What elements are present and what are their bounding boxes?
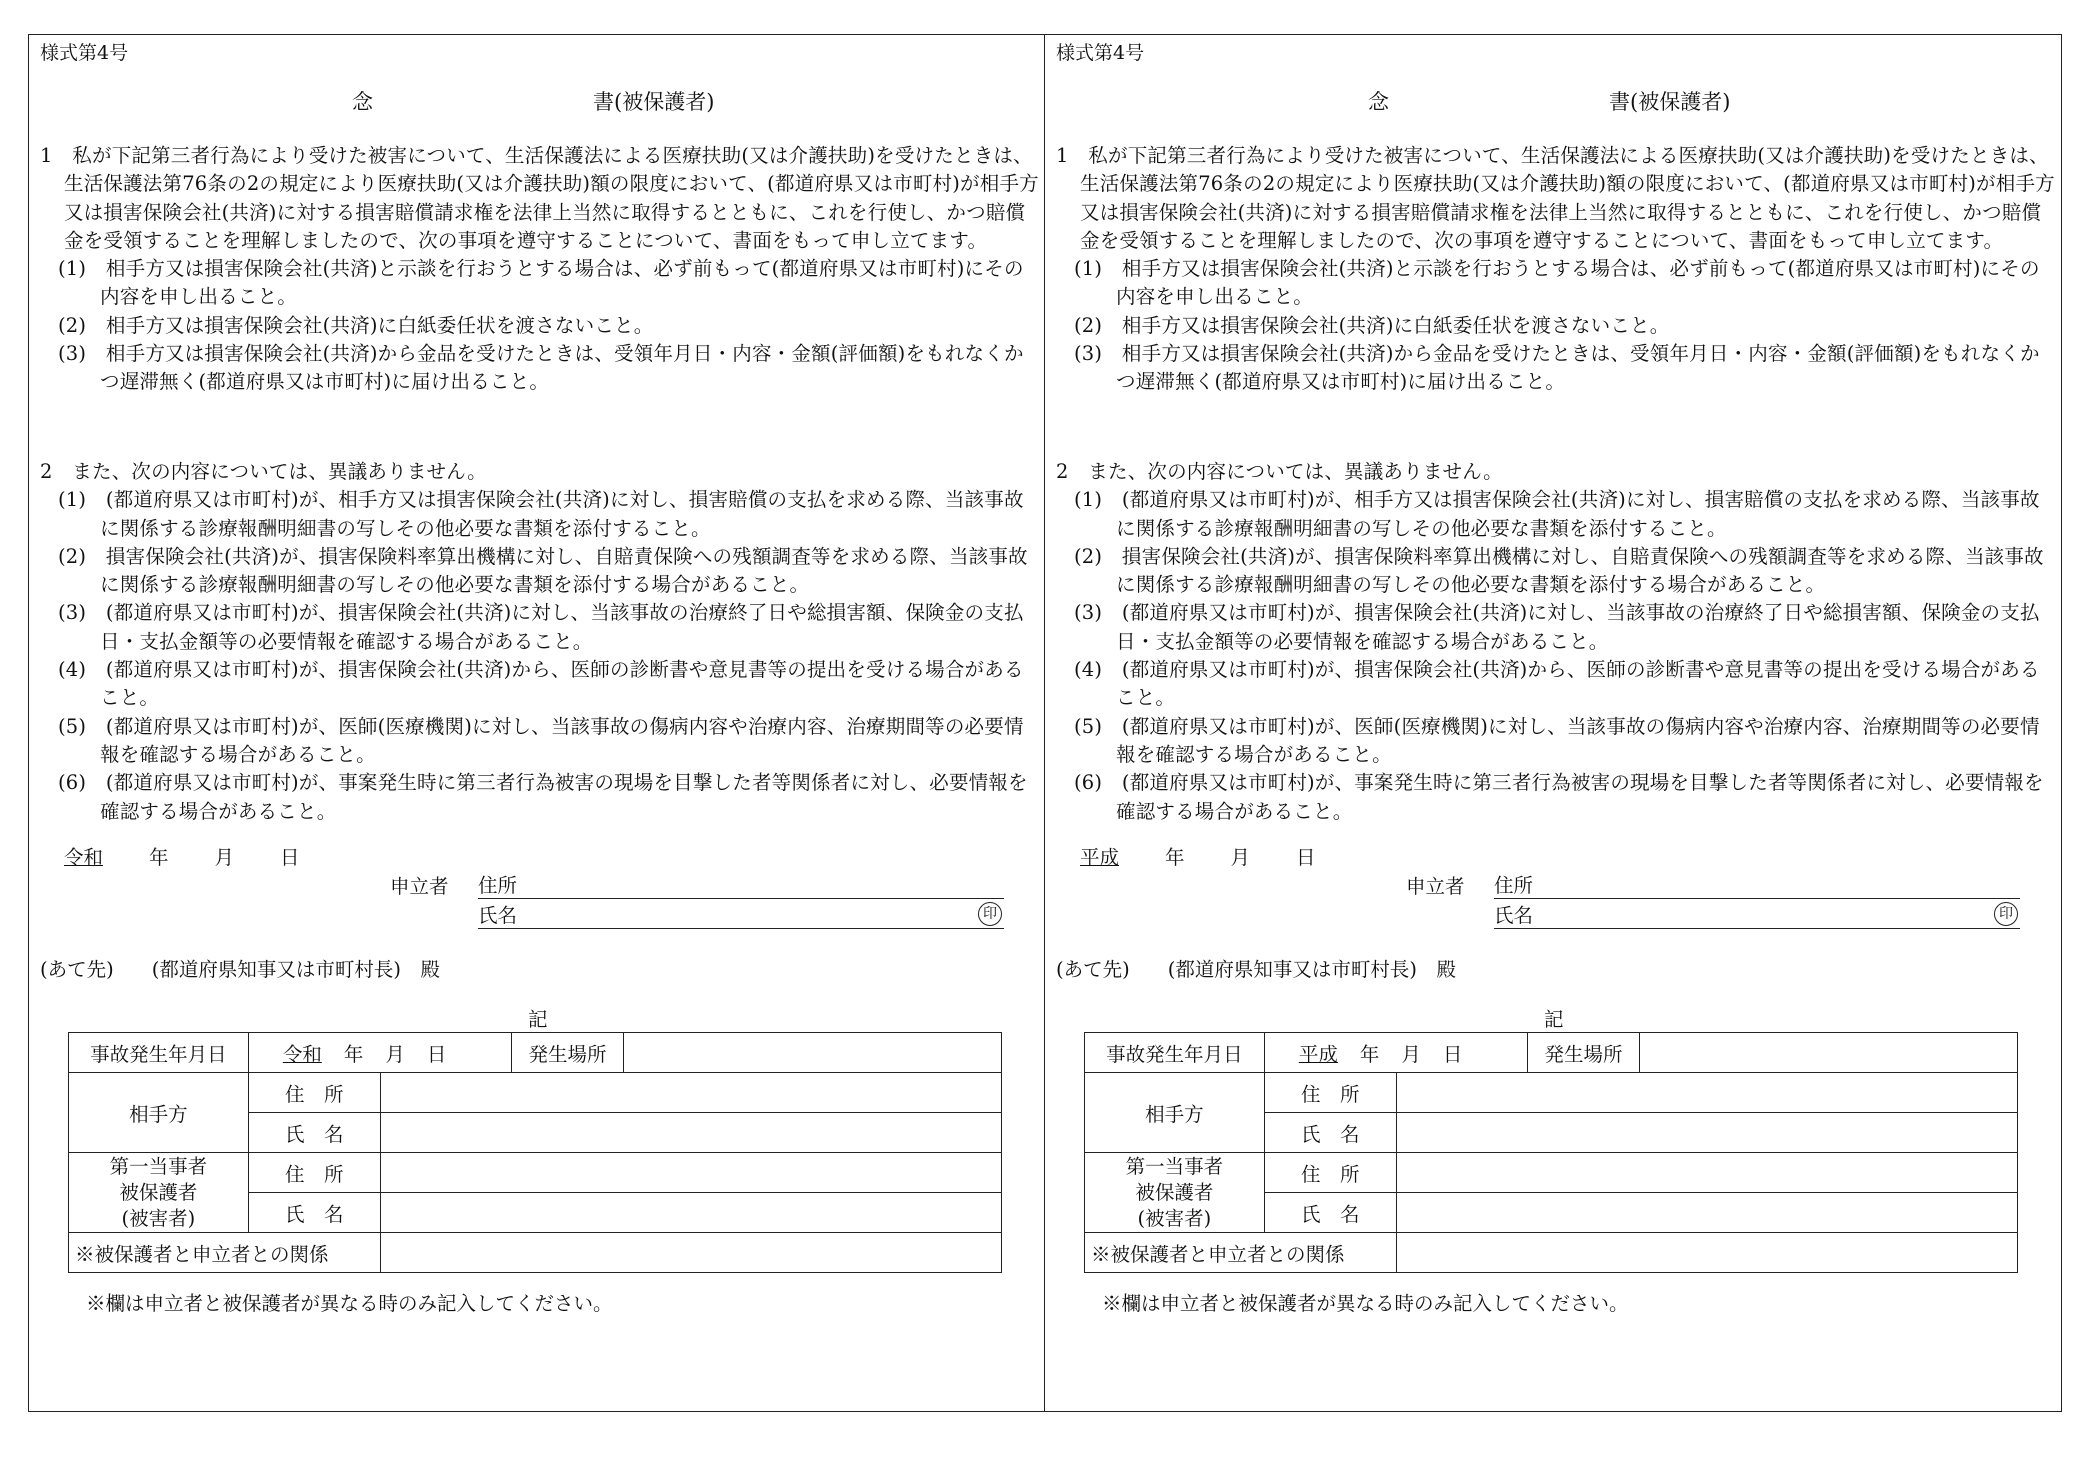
seal-icon: 印 <box>1994 902 2018 926</box>
day-unit: 日 <box>280 846 300 869</box>
section-2-item-1: (1) (都道府県又は市町村)が、相手方又は損害保険会社(共済)に対し、損害賠償の支払を求める際、当該事故に関係する診療報酬明細書の写しその他必要な書類を添付すること。 <box>58 488 1024 540</box>
place-label: 発生場所 <box>511 1033 624 1073</box>
applicant-label: 申立者 <box>1406 875 1465 898</box>
addressee-honorific: 殿 <box>1436 958 1456 981</box>
section-2-item-1: (1) (都道府県又は市町村)が、相手方又は損害保険会社(共済)に対し、損害賠償の支払を求める際、当該事故に関係する診療報酬明細書の写しその他必要な書類を添付すること。 <box>1074 488 2040 540</box>
table-era: 平成 <box>1298 1042 1338 1066</box>
record-heading: 記 <box>528 1008 548 1031</box>
accident-date-field[interactable] <box>248 1033 511 1073</box>
section-1-item-3: (3) 相手方又は損害保険会社(共済)から金品を受けたときは、受領年月日・内容・金額(評価額)をもれなくかつ遅滞無く(都道府県又は市町村)に届け出ること。 <box>58 342 1024 394</box>
addressee-name: (都道府県知事又は市町村長) <box>151 958 401 981</box>
first-party-address-label: 住 所 <box>248 1153 380 1193</box>
counterparty-name-label: 氏 名 <box>248 1113 380 1153</box>
first-party-label-3: (被害者) <box>121 1206 196 1230</box>
section-2 <box>1056 458 2056 826</box>
table-year-unit: 年 <box>1359 1042 1380 1066</box>
section-1-intro: 1 私が下記第三者行為により受けた被害について、生活保護法による医療扶助(又は介護扶助)を受けたときは、生活保護法第76条の2の規定により医療扶助(又は介護扶助)額の限度において、(都道府県又は市町村)が相手方又は損害保険会社(共済)に対する損害賠償請求権を法律上当然に取得するとともに、これを行使し、かつ賠償金を受領することを理解しましたので、次の事項を遵守することについて、書面をもって申し立てます。 <box>1056 144 2055 252</box>
table-row <box>69 1233 1002 1273</box>
addressee-honorific: 殿 <box>420 958 440 981</box>
document-title <box>352 86 714 116</box>
counterparty-address-field[interactable] <box>380 1073 1001 1113</box>
applicant-address-field[interactable] <box>1494 870 2020 899</box>
place-field[interactable] <box>1640 1033 2018 1073</box>
addressee <box>40 954 440 982</box>
section-1-intro: 1 私が下記第三者行為により受けた被害について、生活保護法による医療扶助(又は介護扶助)を受けたときは、生活保護法第76条の2の規定により医療扶助(又は介護扶助)額の限度において、(都道府県又は市町村)が相手方又は損害保険会社(共済)に対する損害賠償請求権を法律上当然に取得するとともに、これを行使し、かつ賠償金を受領することを理解しましたので、次の事項を遵守することについて、書面をもって申し立てます。 <box>40 144 1039 252</box>
table-row <box>1085 1073 2018 1113</box>
era-name: 平成 <box>1080 846 1120 869</box>
relation-label: ※被保護者と申立者との関係 <box>69 1233 381 1273</box>
name-label: 氏名 <box>1494 904 1534 927</box>
first-party-address-label: 住 所 <box>1264 1153 1396 1193</box>
title-right: 書(被保護者) <box>593 90 715 114</box>
counterparty-name-field[interactable] <box>1396 1113 2017 1153</box>
seal-icon: 印 <box>978 902 1002 926</box>
counterparty-name-label: 氏 名 <box>1264 1113 1396 1153</box>
day-unit: 日 <box>1296 846 1316 869</box>
section-2-item-5: (5) (都道府県又は市町村)が、医師(医療機関)に対し、当該事故の傷病内容や治療内容、治療期間等の必要情報を確認する場合があること。 <box>58 714 1024 766</box>
first-party-name-field[interactable] <box>380 1193 1001 1233</box>
accident-date-label: 事故発生年月日 <box>69 1033 249 1073</box>
document-title <box>1368 86 1730 116</box>
section-1-item-1: (1) 相手方又は損害保険会社(共済)と示談を行おうとする場合は、必ず前もって(都道府県又は市町村)にその内容を申し出ること。 <box>1074 257 2040 309</box>
section-1-item-2: (2) 相手方又は損害保険会社(共済)に白紙委任状を渡さないこと。 <box>1074 313 1670 337</box>
accident-date-label: 事故発生年月日 <box>1085 1033 1265 1073</box>
relation-label: ※被保護者と申立者との関係 <box>1085 1233 1397 1273</box>
applicant-label: 申立者 <box>390 875 449 898</box>
table-row <box>1085 1033 2018 1073</box>
counterparty-address-label: 住 所 <box>1264 1073 1396 1113</box>
first-party-name-label: 氏 名 <box>1264 1193 1396 1233</box>
section-2-item-6: (6) (都道府県又は市町村)が、事案発生時に第三者行為被害の現場を目撃した者等関係者に対し、必要情報を確認する場合があること。 <box>1074 771 2044 823</box>
table-month-unit: 月 <box>1401 1042 1421 1066</box>
applicant-name-field[interactable] <box>478 900 1004 929</box>
record-table <box>1084 1032 2018 1273</box>
title-left: 念 <box>1368 90 1389 114</box>
footnote: ※欄は申立者と被保護者が異なる時のみ記入してください。 <box>86 1292 613 1315</box>
section-2-item-6: (6) (都道府県又は市町村)が、事案発生時に第三者行為被害の現場を目撃した者等関係者に対し、必要情報を確認する場合があること。 <box>58 771 1028 823</box>
record-table <box>68 1032 1002 1273</box>
form-number: 様式第4号 <box>40 42 129 64</box>
first-party-label <box>1085 1153 1265 1233</box>
relation-field[interactable] <box>1396 1233 2017 1273</box>
section-2-intro: 2 また、次の内容については、異議ありません。 <box>40 460 487 483</box>
first-party-name-field[interactable] <box>1396 1193 2017 1233</box>
form-panel-left <box>30 34 1046 1412</box>
first-party-label-1: 第一当事者 <box>109 1154 208 1178</box>
first-party-label <box>69 1153 249 1233</box>
form-panel-right <box>1046 34 2062 1412</box>
address-label: 住所 <box>1494 874 1534 897</box>
first-party-address-field[interactable] <box>380 1153 1001 1193</box>
address-label: 住所 <box>478 874 518 897</box>
first-party-name-label: 氏 名 <box>248 1193 380 1233</box>
table-row <box>69 1153 1002 1193</box>
section-2-item-5: (5) (都道府県又は市町村)が、医師(医療機関)に対し、当該事故の傷病内容や治療内容、治療期間等の必要情報を確認する場合があること。 <box>1074 714 2040 766</box>
month-unit: 月 <box>1230 846 1251 869</box>
addressee-label: (あて先) <box>1056 958 1130 981</box>
table-year-unit: 年 <box>343 1042 364 1066</box>
counterparty-name-field[interactable] <box>380 1113 1001 1153</box>
place-label: 発生場所 <box>1527 1033 1640 1073</box>
first-party-label-3: (被害者) <box>1137 1206 1212 1230</box>
section-1-item-1: (1) 相手方又は損害保険会社(共済)と示談を行おうとする場合は、必ず前もって(都道府県又は市町村)にその内容を申し出ること。 <box>58 257 1024 309</box>
section-2-intro: 2 また、次の内容については、異議ありません。 <box>1056 460 1503 483</box>
section-2-item-2: (2) 損害保険会社(共済)が、損害保険料率算出機構に対し、自賠責保険への残額調査等を求める際、当該事故に関係する診療報酬明細書の写しその他必要な書類を添付する場合があること。 <box>58 544 1028 597</box>
section-2 <box>40 458 1040 826</box>
first-party-label-2: 被保護者 <box>119 1180 198 1204</box>
footnote: ※欄は申立者と被保護者が異なる時のみ記入してください。 <box>1102 1292 1629 1315</box>
name-label: 氏名 <box>478 904 518 927</box>
table-row <box>1085 1233 2018 1273</box>
relation-field[interactable] <box>380 1233 1001 1273</box>
section-1-item-2: (2) 相手方又は損害保険会社(共済)に白紙委任状を渡さないこと。 <box>58 313 654 337</box>
applicant-address-field[interactable] <box>478 870 1004 899</box>
title-left: 念 <box>352 90 373 114</box>
section-2-item-3: (3) (都道府県又は市町村)が、損害保険会社(共済)に対し、当該事故の治療終了日や総損害額、保険金の支払日・支払金額等の必要情報を確認する場合があること。 <box>58 601 1024 653</box>
accident-date-field[interactable] <box>1264 1033 1527 1073</box>
section-1 <box>1056 142 2056 397</box>
counterparty-label: 相手方 <box>69 1073 249 1153</box>
counterparty-label: 相手方 <box>1085 1073 1265 1153</box>
first-party-label-1: 第一当事者 <box>1125 1154 1224 1178</box>
section-2-item-3: (3) (都道府県又は市町村)が、損害保険会社(共済)に対し、当該事故の治療終了日や総損害額、保険金の支払日・支払金額等の必要情報を確認する場合があること。 <box>1074 601 2040 653</box>
counterparty-address-label: 住 所 <box>248 1073 380 1113</box>
table-day-unit: 日 <box>426 1042 447 1066</box>
table-row <box>1085 1153 2018 1193</box>
table-row <box>69 1073 1002 1113</box>
signature-date <box>1080 842 1316 870</box>
section-2-item-2: (2) 損害保険会社(共済)が、損害保険料率算出機構に対し、自賠責保険への残額調査等を求める際、当該事故に関係する診療報酬明細書の写しその他必要な書類を添付する場合があること。 <box>1074 544 2044 597</box>
addressee <box>1056 954 1456 982</box>
addressee-name: (都道府県知事又は市町村長) <box>1167 958 1417 981</box>
table-month-unit: 月 <box>385 1042 405 1066</box>
era-name: 令和 <box>64 846 104 869</box>
year-unit: 年 <box>149 846 169 869</box>
addressee-label: (あて先) <box>40 958 114 981</box>
first-party-label-2: 被保護者 <box>1135 1180 1214 1204</box>
section-1 <box>40 142 1040 397</box>
signature-date <box>64 842 300 870</box>
record-heading: 記 <box>1544 1008 1564 1031</box>
year-unit: 年 <box>1165 846 1185 869</box>
table-day-unit: 日 <box>1442 1042 1463 1066</box>
title-right: 書(被保護者) <box>1609 90 1731 114</box>
applicant-name-field[interactable] <box>1494 900 2020 929</box>
section-2-item-4: (4) (都道府県又は市町村)が、損害保険会社(共済)から、医師の診断書や意見書等の提出を受ける場合があること。 <box>58 658 1024 710</box>
month-unit: 月 <box>214 846 235 869</box>
place-field[interactable] <box>624 1033 1002 1073</box>
table-era: 令和 <box>282 1042 322 1066</box>
form-number: 様式第4号 <box>1056 42 1145 64</box>
counterparty-address-field[interactable] <box>1396 1073 2017 1113</box>
section-1-item-3: (3) 相手方又は損害保険会社(共済)から金品を受けたときは、受領年月日・内容・金額(評価額)をもれなくかつ遅滞無く(都道府県又は市町村)に届け出ること。 <box>1074 342 2040 394</box>
section-2-item-4: (4) (都道府県又は市町村)が、損害保険会社(共済)から、医師の診断書や意見書等の提出を受ける場合があること。 <box>1074 658 2040 710</box>
table-row <box>69 1033 1002 1073</box>
first-party-address-field[interactable] <box>1396 1153 2017 1193</box>
